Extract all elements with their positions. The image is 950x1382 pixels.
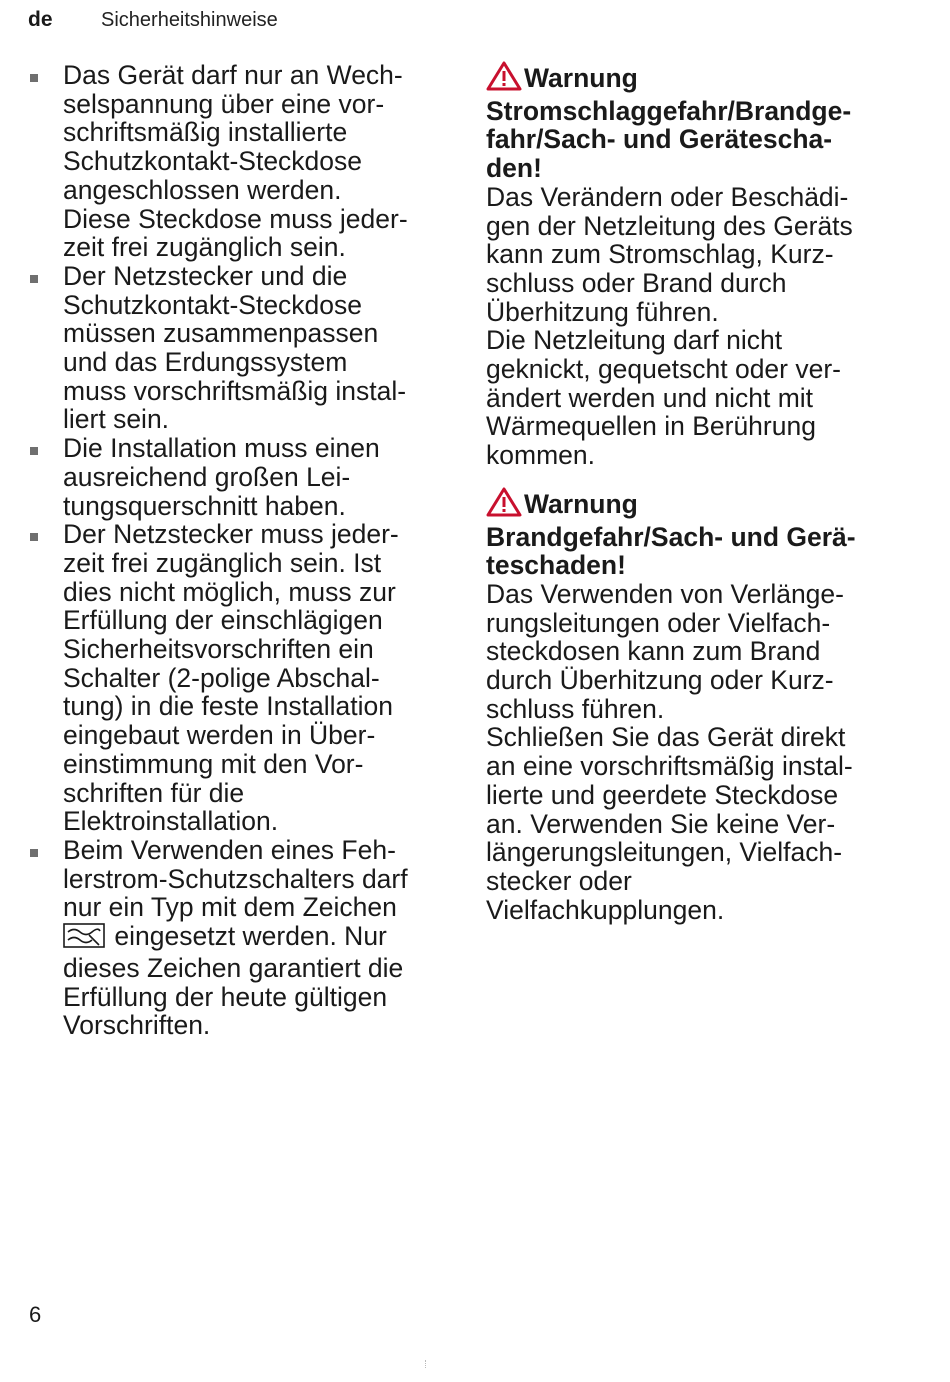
- text-line: Die Netzleitung darf nicht: [486, 325, 783, 356]
- safety-bullet-list: [28, 61, 448, 1040]
- list-item: [28, 434, 448, 520]
- footer-divider: [425, 1360, 427, 1368]
- text-line: an eine vorschriftsmäßig instal-: [486, 751, 853, 782]
- text-line: Elektroinstallation.: [63, 806, 279, 837]
- text-line: stecker oder: [486, 865, 632, 896]
- text-line: steckdosen kann zum Brand: [486, 636, 821, 667]
- text-line: Vorschriften.: [63, 1010, 211, 1041]
- text-line: längerungsleitungen, Vielfach-: [486, 837, 843, 868]
- text-line: Erfüllung der einschlägigen: [63, 605, 383, 636]
- text-line: an. Verwenden Sie keine Ver-: [486, 808, 836, 839]
- text-line: schluss führen.: [486, 693, 665, 724]
- text-line: selspannung über eine vor-: [63, 88, 385, 119]
- text-line: kommen.: [486, 440, 595, 471]
- text-line: und das Erdungssystem: [63, 347, 348, 378]
- warnings-column: [486, 61, 926, 924]
- bullet-square-icon: [30, 275, 38, 283]
- text-line: Schließen Sie das Gerät direkt: [486, 722, 846, 753]
- text-line: angeschlossen werden.: [63, 174, 342, 205]
- language-code: de: [28, 8, 53, 31]
- text-line: liert sein.: [63, 404, 170, 435]
- warning-body: [486, 183, 926, 470]
- list-item: [28, 520, 448, 836]
- bullet-square-icon: [30, 533, 38, 541]
- text-line: Diese Steckdose muss jeder-: [63, 203, 408, 234]
- text-line: Vielfachkupplungen.: [486, 894, 725, 925]
- text-line: teschaden!: [486, 550, 626, 581]
- text-line: nur ein Typ mit dem Zeichen: [63, 892, 397, 923]
- text-line: lierte und geerdete Steckdose: [486, 779, 839, 810]
- text-line: eingesetzt werden. Nur: [114, 921, 387, 952]
- text-line: Erfüllung der heute gültigen: [63, 981, 388, 1012]
- text-line: zeit frei zugänglich sein. Ist: [63, 547, 382, 578]
- text-line: ändert werden und nicht mit: [486, 382, 814, 413]
- text-line: zeit frei zugänglich sein.: [63, 232, 346, 263]
- text-line: fahr/Sach- und Gerätescha-: [486, 124, 833, 155]
- warning-heading: [486, 61, 926, 97]
- text-line: Wärmequellen in Berührung: [486, 411, 816, 442]
- warning-title: [486, 523, 926, 580]
- text-line: rungsleitungen oder Vielfach-: [486, 607, 831, 638]
- text-line: Brandgefahr/Sach- und Gerä-: [486, 521, 856, 552]
- text-line: lerstrom-Schutzschalters darf: [63, 863, 408, 894]
- text-line: Schalter (2-polige Abschal-: [63, 662, 380, 693]
- text-line: Schutzkontakt-Steckdose: [63, 146, 363, 177]
- text-line: Die Installation muss einen: [63, 433, 380, 464]
- warning-triangle-icon: [486, 487, 522, 523]
- warning-triangle-icon: [486, 61, 522, 97]
- warning-label: Warnung: [524, 63, 638, 93]
- warning-title: [486, 97, 926, 183]
- text-line: müssen zusammenpassen: [63, 318, 379, 349]
- text-line: einstimmung mit den Vor-: [63, 748, 364, 779]
- text-line: Das Gerät darf nur an Wech-: [63, 60, 403, 90]
- text-line: schriften für die: [63, 777, 245, 808]
- text-line: tungsquerschnitt haben.: [63, 490, 346, 521]
- warning-label: Warnung: [524, 488, 638, 519]
- bullet-square-icon: [30, 849, 38, 857]
- text-line: Überhitzung führen.: [486, 296, 719, 327]
- text-line: ausreichend großen Lei-: [63, 461, 351, 492]
- text-line: tung) in die feste Installation: [63, 691, 393, 722]
- list-item: [28, 61, 448, 262]
- text-line-with-symbol: [63, 922, 448, 954]
- text-line: Der Netzstecker muss jeder-: [63, 519, 399, 550]
- text-line: geknickt, gequetscht oder ver-: [486, 354, 841, 385]
- list-item: [28, 836, 448, 1040]
- text-line: den!: [486, 153, 542, 184]
- text-line: eingebaut werden in Über-: [63, 720, 376, 751]
- warning-body: [486, 580, 926, 924]
- text-line: Beim Verwenden eines Feh-: [63, 834, 396, 865]
- text-line: Schutzkontakt-Steckdose: [63, 289, 363, 320]
- bullet-square-icon: [30, 74, 38, 82]
- text-line: muss vorschriftsmäßig instal-: [63, 375, 407, 406]
- warning-block: [486, 61, 926, 470]
- text-line: kann zum Stromschlag, Kurz-: [486, 239, 834, 270]
- text-line: Das Verwenden von Verlänge-: [486, 578, 844, 609]
- warning-block: [486, 487, 926, 925]
- warning-heading: [486, 487, 926, 523]
- text-line: schriftsmäßig installierte: [63, 117, 348, 148]
- text-line: dies nicht möglich, muss zur: [63, 576, 396, 607]
- text-line: Sicherheitsvorschriften ein: [63, 634, 374, 665]
- text-line: Das Verändern oder Beschädi-: [486, 181, 849, 212]
- text-line: Der Netzstecker und die: [63, 260, 348, 291]
- text-line: Stromschlaggefahr/Brandge-: [486, 95, 852, 126]
- bullet-square-icon: [30, 447, 38, 455]
- list-item: [28, 262, 448, 434]
- text-line: gen der Netzleitung des Geräts: [486, 210, 853, 241]
- page-number: 6: [29, 1302, 42, 1327]
- text-line: durch Überhitzung oder Kurz-: [486, 665, 834, 696]
- text-line: dieses Zeichen garantiert die: [63, 952, 404, 983]
- section-title: Sicherheitshinweise: [101, 9, 278, 31]
- rcd-type-symbol-icon: [63, 923, 105, 954]
- text-line: schluss oder Brand durch: [486, 267, 787, 298]
